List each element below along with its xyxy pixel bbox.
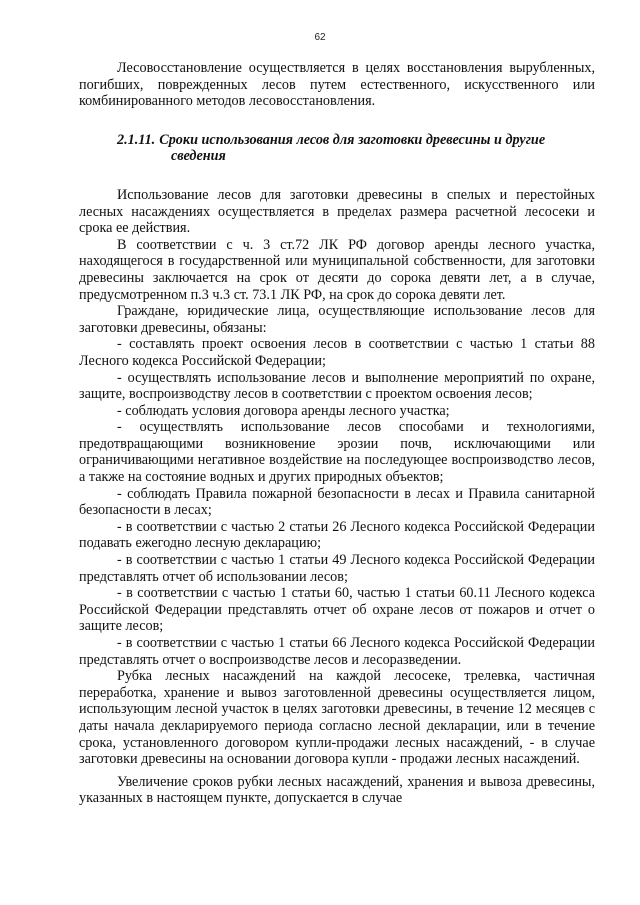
obligation-item: - в соответствии с частью 2 статьи 26 Лесного кодекса Российской Федерации подавать ежегодно лесную декларацию; bbox=[79, 518, 595, 552]
obligation-item: - соблюдать Правила пожарной безопасности в лесах и Правила санитарной безопасности в лесах; bbox=[79, 485, 595, 519]
obligation-item: - в соответствии с частью 1 статьи 49 Лесного кодекса Российской Федерации представлять отчет об использовании лесов; bbox=[79, 552, 595, 585]
paragraph: В соответствии с ч. 3 ст.72 ЛК РФ договор аренды лесного участка, находящегося в государственной или муниципальной собственности, для заготовки древесины заключается на срок от десяти до сорока девяти лет, а в случае, предусмотренном п.3 ч.3 ст. 73.1 ЛК РФ, на срок до сорока девяти лет. bbox=[79, 236, 595, 303]
obligation-item: - осуществлять использование лесов способами и технологиями, предотвращающими возникновение эрозии почв, исключающими или ограничивающими негативное воздействие на последующее воспроизводство лесов, а также на состояние водных и других природных объектов; bbox=[79, 419, 595, 486]
page-content bbox=[79, 60, 595, 807]
obligation-item: - соблюдать условия договора аренды лесного участка; bbox=[117, 402, 450, 419]
section-number: 2.1.11. bbox=[117, 131, 156, 148]
page-number: 62 bbox=[314, 32, 326, 43]
obligation-item: - осуществлять использование лесов и выполнение мероприятий по охране, защите, воспроизводству лесов в соответствии с проектом освоения лесов; bbox=[79, 369, 595, 403]
paragraph: Рубка лесных насаждений на каждой лесосеке, трелевка, частичная переработка, хранение и вывоз заготовленной древесины осуществляется лицом, использующим лесной участок в целях заготовки древесины, в течение 12 месяцев с даты начала декларируемого периода согласно лесной декларации, или в течение срока, установленного договором купли-продажи лесных насаждений, - в случае заготовки древесины на основании договора купли - продажи лесных насаждений. bbox=[79, 668, 595, 768]
section-title-line2: сведения bbox=[171, 148, 226, 165]
obligation-item: - в соответствии с частью 1 статьи 60, частью 1 статьи 60.11 Лесного кодекса Российской Федерации представлять отчет об охране лесов от пожаров и отчет о защите лесов; bbox=[79, 585, 595, 635]
section-heading bbox=[79, 132, 595, 165]
paragraph: Граждане, юридические лица, осуществляющие использование лесов для заготовки древесины, обязаны: bbox=[79, 303, 595, 336]
obligation-item: - в соответствии с частью 1 статьи 66 Лесного кодекса Российской Федерации представлять отчет о воспроизводстве лесов и лесоразведении. bbox=[79, 635, 595, 668]
section-title-line1: Сроки использования лесов для заготовки древесины и другие bbox=[159, 131, 546, 148]
paragraph: Использование лесов для заготовки древесины в спелых и перестойных лесных насаждениях осуществляется в пределах размера расчетной лесосеки и срока ее действия. bbox=[79, 186, 595, 237]
intro-paragraph: Лесовосстановление осуществляется в целях восстановления вырубленных, погибших, поврежденных лесов путем естественного, искусственного или комбинированного методов лесовосстановления. bbox=[79, 60, 595, 110]
paragraph: Увеличение сроков рубки лесных насаждений, хранения и вывоза древесины, указанных в настоящем пункте, допускается в случае bbox=[79, 773, 595, 807]
obligation-item: - составлять проект освоения лесов в соответствии с частью 1 статьи 88 Лесного кодекса Российской Федерации; bbox=[79, 336, 595, 369]
